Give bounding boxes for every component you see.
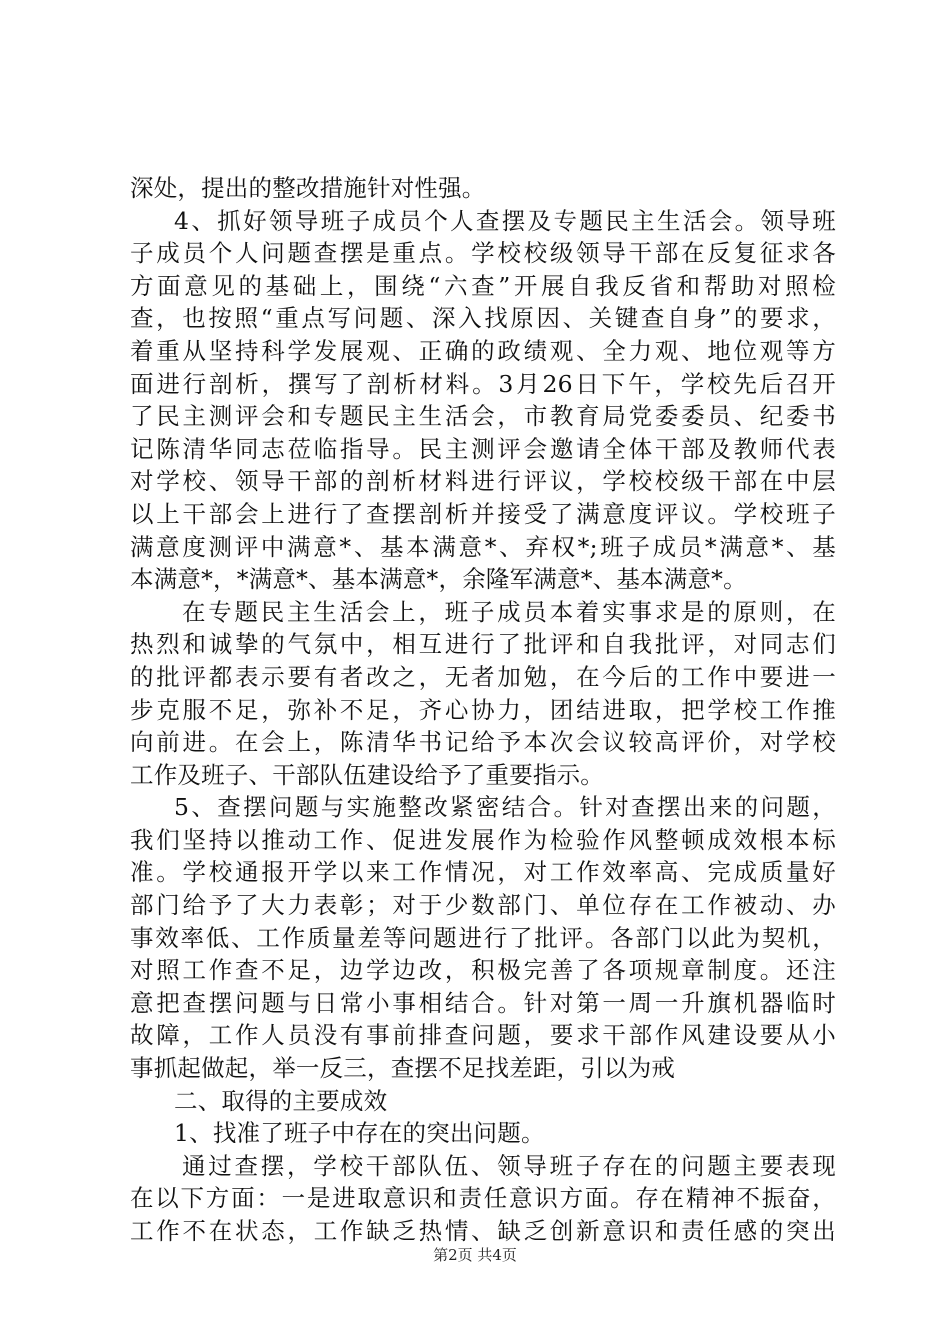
text-line: 工作不在状态，工作缺乏热情、缺乏创新意识和责任感的突出 <box>130 1217 836 1245</box>
text-line: 通过查摆，学校干部队伍、领导班子存在的问题主要表现 <box>182 1151 836 1180</box>
text-line: 我们坚持以推动工作、促进发展作为检验作风整顿成效根本标 <box>130 825 836 854</box>
text-line: 步克服不足，弥补不足，齐心协力，团结进取，把学校工作推 <box>130 695 836 724</box>
page-number-footer: 第2页 共4页 <box>433 1246 517 1264</box>
text-line: 准。学校通报开学以来工作情况，对工作效率高、完成质量好 <box>130 858 836 887</box>
text-line: 以上干部会上进行了查摆剖析并接受了满意度评议。学校班子 <box>130 499 836 528</box>
text-line: 部门给予了大力表彰；对于少数部门、单位存在工作被动、办 <box>130 891 836 920</box>
text-line: 子成员个人问题查摆是重点。学校校级领导干部在反复征求各 <box>130 239 836 268</box>
text-line: 方面意见的基础上，围绕“六查”开展自我反省和帮助对照检 <box>130 271 836 300</box>
text-line: 了民主测评会和专题民主生活会，市教育局党委委员、纪委书 <box>130 402 836 431</box>
section-heading: 二、取得的主要成效 <box>174 1086 388 1115</box>
text-line: 热烈和诚挚的气氛中，相互进行了批评和自我批评，对同志们 <box>130 630 836 659</box>
text-line: 查，也按照“重点写问题、深入找原因、关键查自身”的要求， <box>130 304 836 333</box>
text-line: 的批评都表示要有者改之，无者加勉，在今后的工作中要进一 <box>130 662 836 691</box>
text-line: 故障，工作人员没有事前排查问题，要求干部作风建设要从小 <box>130 1021 836 1050</box>
text-line: 对学校、领导干部的剖析材料进行评议，学校校级干部在中层 <box>130 467 836 496</box>
text-line: 在专题民主生活会上，班子成员本着实事求是的原则，在 <box>182 597 836 626</box>
text-line: 意把查摆问题与日常小事相结合。针对第一周一升旗机器临时 <box>130 988 836 1017</box>
text-line: 本满意*，*满意*、基本满意*，余隆军满意*、基本满意*。 <box>130 565 747 594</box>
text-line: 5、查摆问题与实施整改紧密结合。针对查摆出来的问题， <box>174 793 836 822</box>
text-line: 事抓起做起，举一反三，查摆不足找差距，引以为戒 <box>130 1054 676 1083</box>
text-line: 事效率低、工作质量差等问题进行了批评。各部门以此为契机， <box>130 923 836 952</box>
text-line: 深处，提出的整改措施针对性强。 <box>130 174 486 202</box>
text-line: 对照工作查不足，边学边改，积极完善了各项规章制度。还注 <box>130 956 836 985</box>
text-line: 4、抓好领导班子成员个人查摆及专题民主生活会。领导班 <box>174 206 836 235</box>
text-line: 在以下方面：一是进取意识和责任意识方面。存在精神不振奋， <box>130 1184 836 1213</box>
text-line: 满意度测评中满意*、基本满意*、弃权*;班子成员*满意*、基 <box>130 532 836 561</box>
text-line: 向前进。在会上，陈清华书记给予本次会议较高评价，对学校 <box>130 728 836 757</box>
subsection-heading: 1、找准了班子中存在的突出问题。 <box>174 1119 545 1148</box>
text-line: 面进行剖析，撰写了剖析材料。3月26日下午，学校先后召开 <box>130 369 836 398</box>
text-line: 记陈清华同志莅临指导。民主测评会邀请全体干部及教师代表 <box>130 434 836 463</box>
text-line: 着重从坚持科学发展观、正确的政绩观、全力观、地位观等方 <box>130 336 836 365</box>
text-line: 工作及班子、干部队伍建设给予了重要指示。 <box>130 760 604 789</box>
document-body <box>130 172 836 1248</box>
